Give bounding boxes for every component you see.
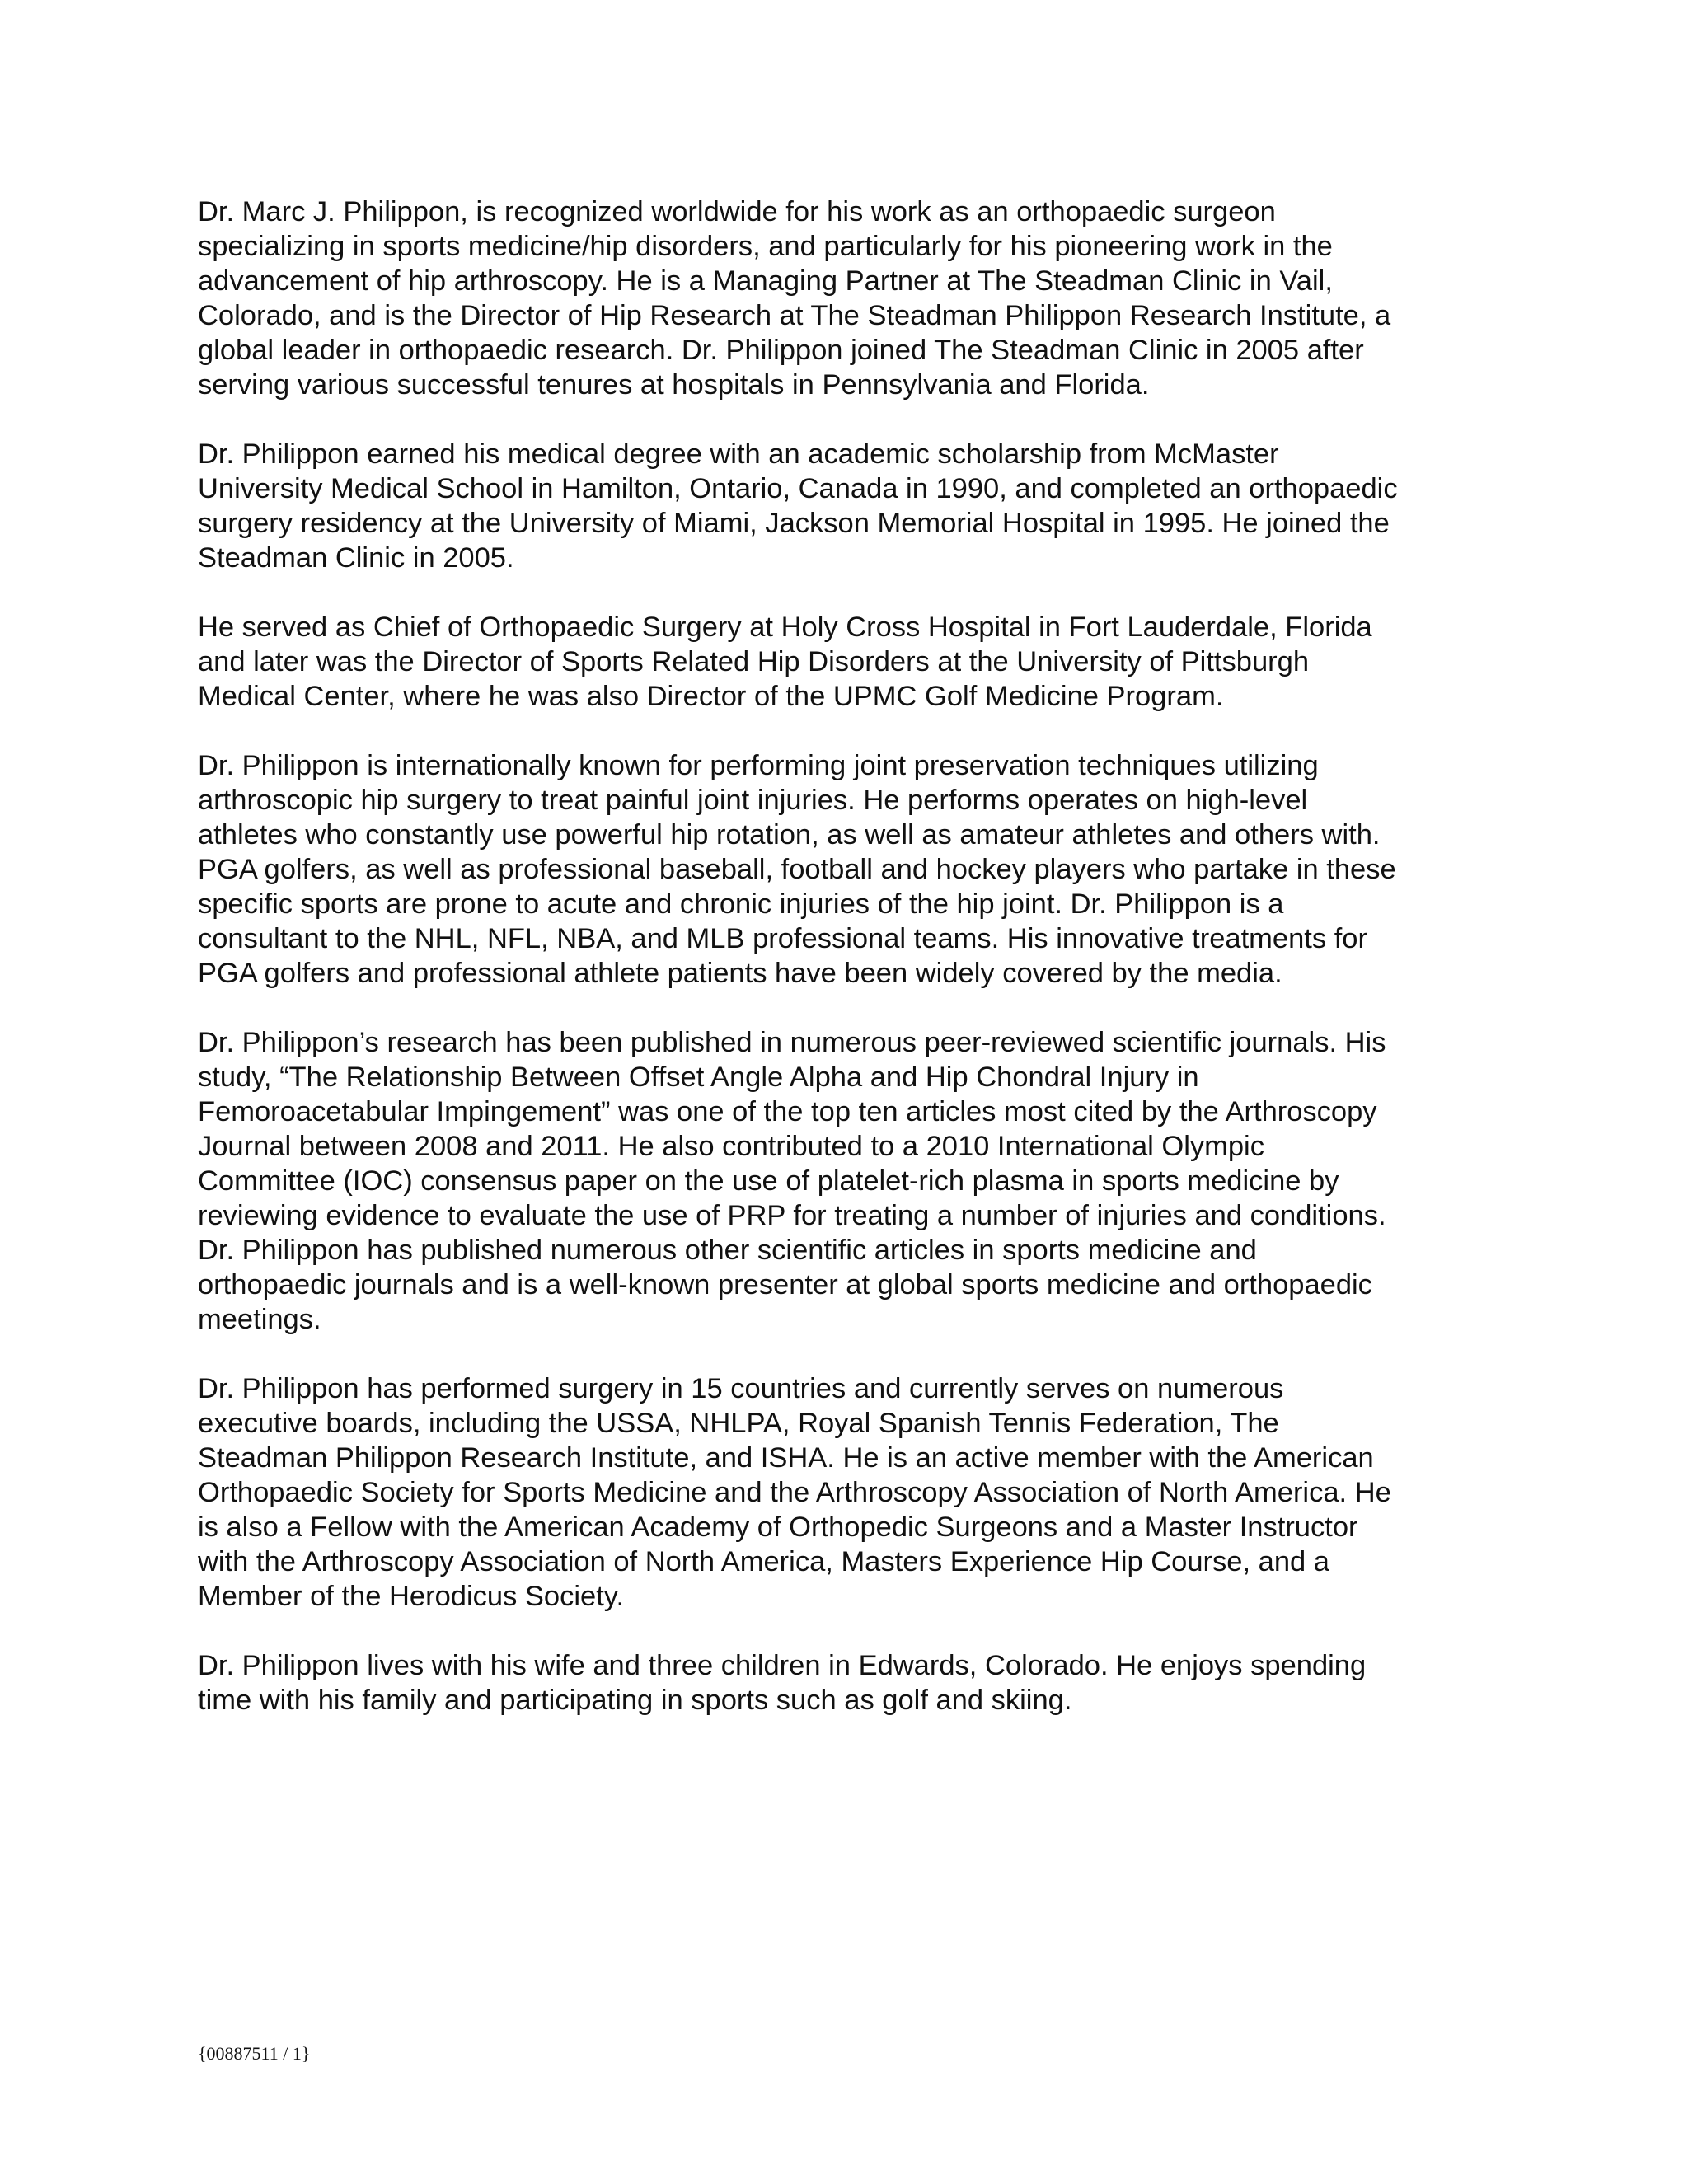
document-body bbox=[198, 194, 1500, 1752]
paragraph-personal: Dr. Philippon lives with his wife and three children in Edwards, Colorado. He enjoys spending time with his family and participating in sports such as golf and skiing. bbox=[198, 1650, 1367, 1716]
paragraph-research: Dr. Philippon’s research has been published in numerous peer-reviewed scientific journals. His study, “The Relationship Between Offset Angle Alpha and Hip Chondral Injury in Femoroacetabular Impingement” was one of the top ten articles most cited by the Arthroscopy Journal between 2008 and 2011. He also contributed to a 2010 International Olympic Committee (IOC) consensus paper on the use of platelet-rich plasma in sports medicine by reviewing evidence to evaluate the use of PRP for treating a number of injuries and conditions. Dr. Philippon has published numerous other scientific articles in sports medicine and orthopaedic journals and is a well-known presenter at global sports medicine and orthopaedic meetings. bbox=[198, 1027, 1386, 1335]
paragraph-introduction: Dr. Marc J. Philippon, is recognized worldwide for his work as an orthopaedic surgeon specializing in sports medicine/hip disorders, and particularly for his pioneering work in the advancement of hip arthroscopy. He is a Managing Partner at The Steadman Clinic in Vail, Colorado, and is the Director of Hip Research at The Steadman Philippon Research Institute, a global leader in orthopaedic research. Dr. Philippon joined The Steadman Clinic in 2005 after serving various successful tenures at hospitals in Pennsylvania and Florida. bbox=[198, 196, 1391, 401]
paragraph-clinical-expertise: Dr. Philippon is internationally known for performing joint preservation techniques utilizing arthroscopic hip surgery to treat painful joint injuries. He performs operates on high-level athletes who constantly use powerful hip rotation, as well as amateur athletes and others with. PGA golfers, as well as professional baseball, football and hockey players who partake in these specific sports are prone to acute and chronic injuries of the hip joint. Dr. Philippon is a consultant to the NHL, NFL, NBA, and MLB professional teams. His innovative treatments for PGA golfers and professional athlete patients have been widely covered by the media. bbox=[198, 750, 1396, 989]
document-id-footer: {00887511 / 1} bbox=[198, 2043, 311, 2064]
paragraph-education: Dr. Philippon earned his medical degree with an academic scholarship from McMaster University Medical School in Hamilton, Ontario, Canada in 1990, and completed an orthopaedic surgery residency at the University of Miami, Jackson Memorial Hospital in 1995. He joined the Steadman Clinic in 2005. bbox=[198, 438, 1398, 574]
paragraph-boards-memberships: Dr. Philippon has performed surgery in 15 countries and currently serves on numerous executive boards, including the USSA, NHLPA, Royal Spanish Tennis Federation, The Steadman Philippon Research Institute, and ISHA. He is an active member with the American Orthopaedic Society for Sports Medicine and the Arthroscopy Association of North America. He is also a Fellow with the American Academy of Orthopedic Surgeons and a Master Instructor with the Arthroscopy Association of North America, Masters Experience Hip Course, and a Member of the Herodicus Society. bbox=[198, 1373, 1391, 1612]
paragraph-prior-positions: He served as Chief of Orthopaedic Surgery at Holy Cross Hospital in Fort Lauderdale, Florida and later was the Director of Sports Related Hip Disorders at the University of Pittsburgh Medical Center, where he was also Director of the UPMC Golf Medicine Program. bbox=[198, 612, 1372, 712]
